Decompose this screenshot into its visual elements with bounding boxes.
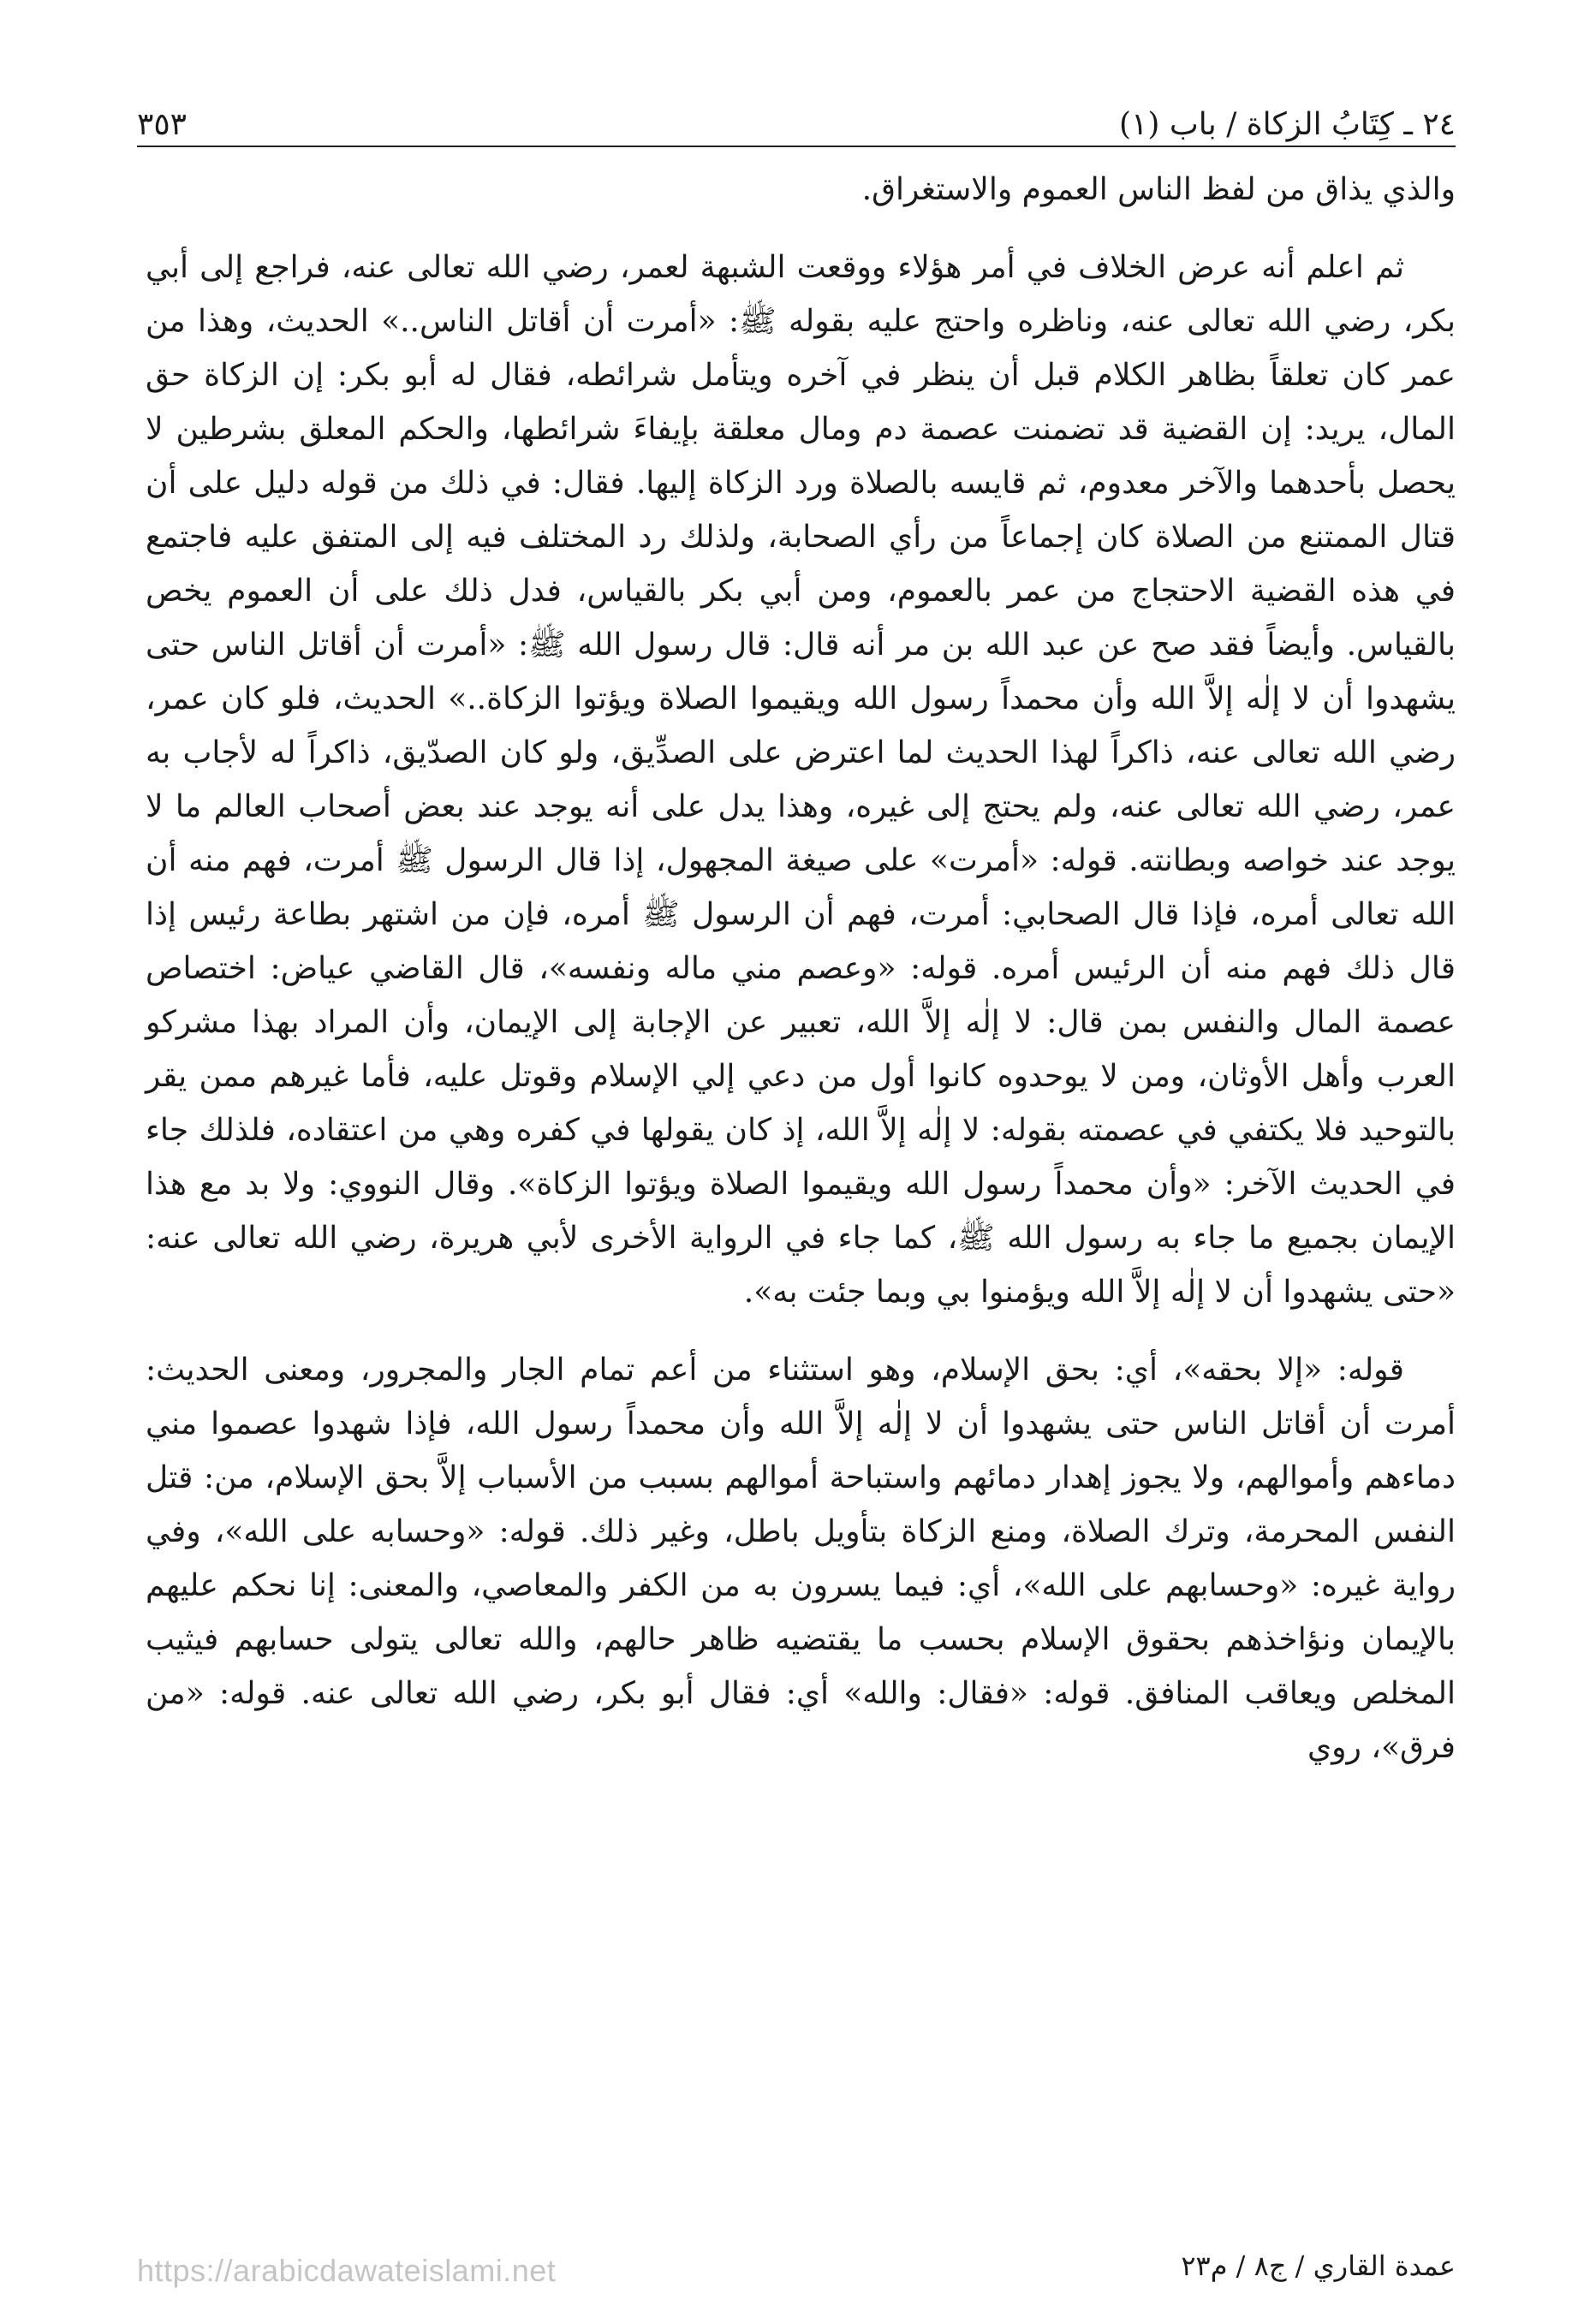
running-title: ٢٤ ـ كِتَابُ الزكاة / باب (١): [1119, 107, 1456, 142]
page-footer: [137, 2250, 1456, 2291]
page-header: [137, 82, 1456, 142]
body-paragraph: قوله: «إلا بحقه»، أي: بحق الإسلام، وهو استثناء من أعم تمام الجار والمجرور، ومعنى الحديث: أمرت أن أقاتل الناس حتى يشهدوا أن لا إلٰه إلاَّ الله وأن محمداً رسول الله، فإذا شهدوا عصموا مني دماءهم وأموالهم، ولا يجوز إهدار دمائهم واستباحة أموالهم بسبب من الأسباب إلاَّ بحق الإسلام، من: قتل النفس المحرمة، وترك الصلاة، ومنع الزكاة بتأويل باطل، وغير ذلك. قوله: «وحسابه على الله»، وفي رواية غيره: «وحسابهم على الله»، أي: فيما يسرون به من الكفر والمعاصي، والمعنى: إنا نحكم عليهم بالإيمان ونؤاخذهم بحقوق الإسلام بحسب ما يقتضيه ظاهر حالهم، والله تعالى يتولى حسابهم فيثيب المخلص ويعاقب المنافق. قوله: «فقال: والله» أي: فقال أبو بكر، رضي الله تعالى عنه. قوله: «من فرق»، روي: [146, 1352, 1456, 1765]
page-number: ٣٥٣: [137, 107, 188, 142]
watermark-url: https://arabicdawateislami.net: [137, 2253, 557, 2288]
page-body: [146, 163, 1456, 1774]
body-paragraph: ثم اعلم أنه عرض الخلاف في أمر هؤلاء ووقعت الشبهة لعمر، رضي الله تعالى عنه، فراجع إلى أبي بكر، رضي الله تعالى عنه، وناظره واحتج عليه بقوله ﷺ: «أمرت أن أقاتل الناس..» الحديث، وهذا من عمر كان تعلقاً بظاهر الكلام قبل أن ينظر في آخره ويتأمل شرائطه، فقال له أبو بكر: إن الزكاة حق المال، يريد: إن القضية قد تضمنت عصمة دم ومال معلقة بإيفاءَ شرائطها، والحكم المعلق بشرطين لا يحصل بأحدهما والآخر معدوم، ثم قايسه بالصلاة ورد الزكاة إليها. فقال: في ذلك من قوله دليل على أن قتال الممتنع من الصلاة كان إجماعاً من رأي الصحابة، ولذلك رد المختلف فيه إلى المتفق عليه فاجتمع في هذه القضية الاحتجاج من عمر بالعموم، ومن أبي بكر بالقياس، فدل ذلك على أن العموم يخص بالقياس. وأيضاً فقد صح عن عبد الله بن مر أنه قال: قال رسول الله ﷺ: «أمرت أن أقاتل الناس حتى يشهدوا أن لا إلٰه إلاَّ الله وأن محمداً رسول الله ويقيموا الصلاة ويؤتوا الزكاة..» الحديث، فلو كان عمر، رضي الله تعالى عنه، ذاكراً لهذا الحديث لما اعترض على الصدِّيق، ولو كان الصدّيق، ذاكراً له لأجاب به عمر، رضي الله تعالى عنه، ولم يحتج إلى غيره، وهذا يدل على أنه يوجد عند بعض أصحاب العالم ما لا يوجد عند خواصه وبطانته. قوله: «أمرت» على صيغة المجهول، إذا قال الرسول ﷺ أمرت، فهم منه أن الله تعالى أمره، فإذا قال الصحابي: أمرت، فهم أن الرسول ﷺ أمره، فإن من اشتهر بطاعة رئيس إذا قال ذلك فهم منه أن الرئيس أمره. قوله: «وعصم مني ماله ونفسه»، قال القاضي عياض: اختصاص عصمة المال والنفس بمن قال: لا إلٰه إلاَّ الله، تعبير عن الإجابة إلى الإيمان، وأن المراد بهذا مشركو العرب وأهل الأوثان، ومن لا يوحدوه كانوا أول من دعي إلي الإسلام وقوتل عليه، فأما غيرهم ممن يقر بالتوحيد فلا يكتفي في عصمته بقوله: لا إلٰه إلاَّ الله، إذ كان يقولها في كفره وهي من اعتقاده، فلذلك جاء في الحديث الآخر: «وأن محمداً رسول الله ويقيموا الصلاة ويؤتوا الزكاة». وقال النووي: ولا بد مع هذا الإيمان بجميع ما جاء به رسول الله ﷺ، كما جاء في الرواية الأخرى لأبي هريرة، رضي الله تعالى عنه: «حتى يشهدوا أن لا إلٰه إلاَّ الله ويؤمنوا بي وبما جئت به».: [146, 250, 1456, 1310]
footer-signature: عمدة القاري / ج٨ / م٢٣: [1181, 2250, 1456, 2282]
header-divider: [137, 146, 1456, 147]
body-paragraph: والذي يذاق من لفظ الناس العموم والاستغراق.: [861, 172, 1456, 207]
